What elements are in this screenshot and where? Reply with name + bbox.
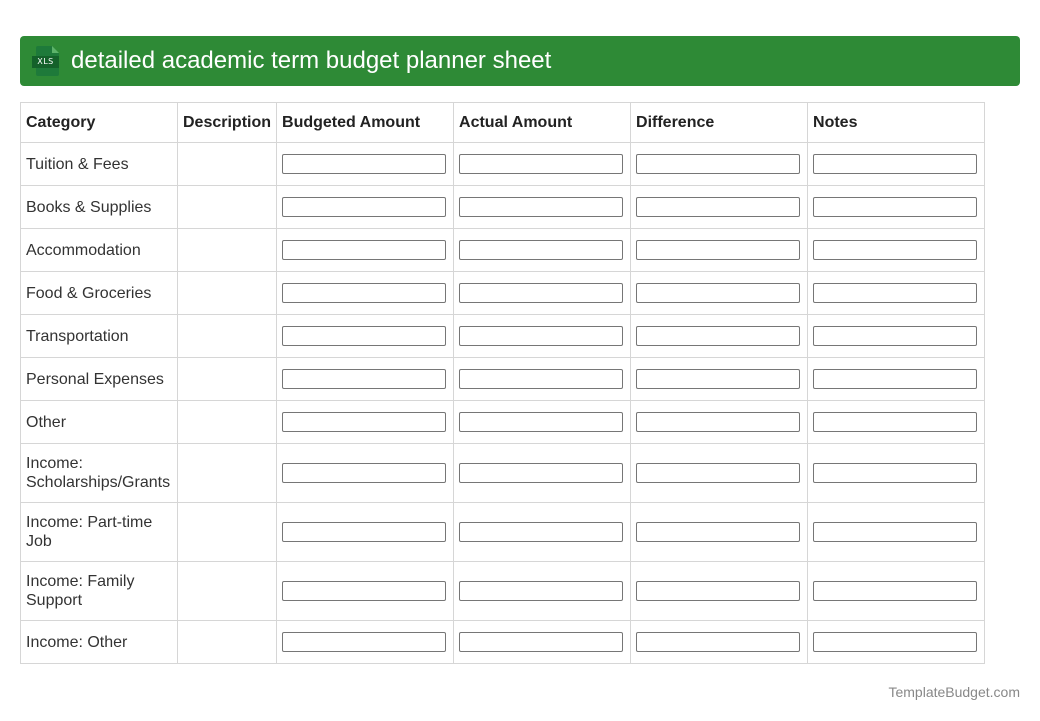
notes-input[interactable] (813, 197, 977, 217)
notes-cell (808, 621, 985, 664)
actual-cell (454, 229, 631, 272)
category-cell: Transportation (21, 315, 178, 358)
budgeted-input[interactable] (282, 632, 446, 652)
footer-brand: TemplateBudget.com (888, 684, 1020, 700)
notes-input[interactable] (813, 581, 977, 601)
actual-input[interactable] (459, 154, 623, 174)
notes-input[interactable] (813, 326, 977, 346)
notes-cell (808, 562, 985, 621)
table-row (21, 186, 985, 229)
actual-input[interactable] (459, 326, 623, 346)
budgeted-input[interactable] (282, 369, 446, 389)
budgeted-cell (277, 503, 454, 562)
category-cell: Personal Expenses (21, 358, 178, 401)
notes-input[interactable] (813, 412, 977, 432)
budget-table (20, 102, 985, 664)
table-row (21, 444, 985, 503)
difference-input[interactable] (636, 326, 800, 346)
actual-input[interactable] (459, 283, 623, 303)
budgeted-input[interactable] (282, 581, 446, 601)
difference-cell (631, 444, 808, 503)
budgeted-cell (277, 315, 454, 358)
actual-cell (454, 562, 631, 621)
budgeted-input[interactable] (282, 412, 446, 432)
budgeted-cell (277, 186, 454, 229)
actual-cell (454, 621, 631, 664)
difference-input[interactable] (636, 412, 800, 432)
difference-input[interactable] (636, 240, 800, 260)
description-cell (178, 272, 277, 315)
budgeted-input[interactable] (282, 283, 446, 303)
category-cell: Other (21, 401, 178, 444)
column-header-category: Category (21, 103, 178, 143)
difference-cell (631, 401, 808, 444)
notes-input[interactable] (813, 240, 977, 260)
notes-cell (808, 503, 985, 562)
difference-cell (631, 272, 808, 315)
file-type-label: XLS (32, 56, 59, 68)
difference-input[interactable] (636, 463, 800, 483)
budgeted-cell (277, 444, 454, 503)
title-bar (20, 36, 1020, 86)
budgeted-input[interactable] (282, 197, 446, 217)
notes-cell (808, 272, 985, 315)
actual-cell (454, 315, 631, 358)
actual-cell (454, 444, 631, 503)
actual-input[interactable] (459, 412, 623, 432)
description-cell (178, 143, 277, 186)
difference-input[interactable] (636, 197, 800, 217)
budgeted-cell (277, 272, 454, 315)
notes-cell (808, 143, 985, 186)
notes-cell (808, 229, 985, 272)
budgeted-cell (277, 562, 454, 621)
description-cell (178, 229, 277, 272)
spreadsheet-file-icon (32, 46, 59, 76)
description-cell (178, 358, 277, 401)
notes-input[interactable] (813, 369, 977, 389)
notes-input[interactable] (813, 463, 977, 483)
actual-cell (454, 401, 631, 444)
table-row (21, 358, 985, 401)
notes-input[interactable] (813, 522, 977, 542)
difference-cell (631, 315, 808, 358)
category-cell: Food & Groceries (21, 272, 178, 315)
category-cell: Accommodation (21, 229, 178, 272)
budgeted-input[interactable] (282, 326, 446, 346)
actual-cell (454, 272, 631, 315)
table-header-row (21, 103, 985, 143)
difference-cell (631, 358, 808, 401)
notes-input[interactable] (813, 154, 977, 174)
table-row (21, 401, 985, 444)
notes-input[interactable] (813, 632, 977, 652)
column-header-difference: Difference (631, 103, 808, 143)
budgeted-input[interactable] (282, 240, 446, 260)
table-row (21, 143, 985, 186)
notes-input[interactable] (813, 283, 977, 303)
table-row (21, 315, 985, 358)
budgeted-cell (277, 229, 454, 272)
actual-input[interactable] (459, 197, 623, 217)
difference-input[interactable] (636, 154, 800, 174)
difference-cell (631, 229, 808, 272)
table-row (21, 272, 985, 315)
category-cell: Tuition & Fees (21, 143, 178, 186)
notes-cell (808, 401, 985, 444)
category-cell: Books & Supplies (21, 186, 178, 229)
category-cell: Income: Scholarships/Grants (21, 444, 178, 503)
column-header-notes: Notes (808, 103, 985, 143)
difference-input[interactable] (636, 522, 800, 542)
difference-input[interactable] (636, 283, 800, 303)
budgeted-cell (277, 143, 454, 186)
table-row (21, 503, 985, 562)
actual-cell (454, 143, 631, 186)
difference-input[interactable] (636, 632, 800, 652)
budgeted-input[interactable] (282, 522, 446, 542)
budgeted-input[interactable] (282, 154, 446, 174)
description-cell (178, 401, 277, 444)
actual-input[interactable] (459, 369, 623, 389)
notes-cell (808, 186, 985, 229)
actual-cell (454, 358, 631, 401)
column-header-budgeted-amount: Budgeted Amount (277, 103, 454, 143)
table-row (21, 229, 985, 272)
description-cell (178, 315, 277, 358)
column-header-description: Description (178, 103, 277, 143)
difference-cell (631, 621, 808, 664)
budgeted-input[interactable] (282, 463, 446, 483)
budgeted-cell (277, 621, 454, 664)
difference-cell (631, 562, 808, 621)
actual-input[interactable] (459, 240, 623, 260)
notes-cell (808, 315, 985, 358)
table-row (21, 562, 985, 621)
actual-input[interactable] (459, 581, 623, 601)
category-cell: Income: Family Support (21, 562, 178, 621)
description-cell (178, 562, 277, 621)
actual-input[interactable] (459, 463, 623, 483)
description-cell (178, 186, 277, 229)
difference-cell (631, 503, 808, 562)
actual-input[interactable] (459, 522, 623, 542)
difference-input[interactable] (636, 369, 800, 389)
actual-cell (454, 503, 631, 562)
category-cell: Income: Part-time Job (21, 503, 178, 562)
notes-cell (808, 444, 985, 503)
description-cell (178, 621, 277, 664)
actual-input[interactable] (459, 632, 623, 652)
difference-input[interactable] (636, 581, 800, 601)
difference-cell (631, 143, 808, 186)
budgeted-cell (277, 358, 454, 401)
column-header-actual-amount: Actual Amount (454, 103, 631, 143)
notes-cell (808, 358, 985, 401)
budgeted-cell (277, 401, 454, 444)
difference-cell (631, 186, 808, 229)
actual-cell (454, 186, 631, 229)
category-cell: Income: Other (21, 621, 178, 664)
table-row (21, 621, 985, 664)
description-cell (178, 503, 277, 562)
page-title: detailed academic term budget planner sheet (71, 47, 552, 74)
description-cell (178, 444, 277, 503)
